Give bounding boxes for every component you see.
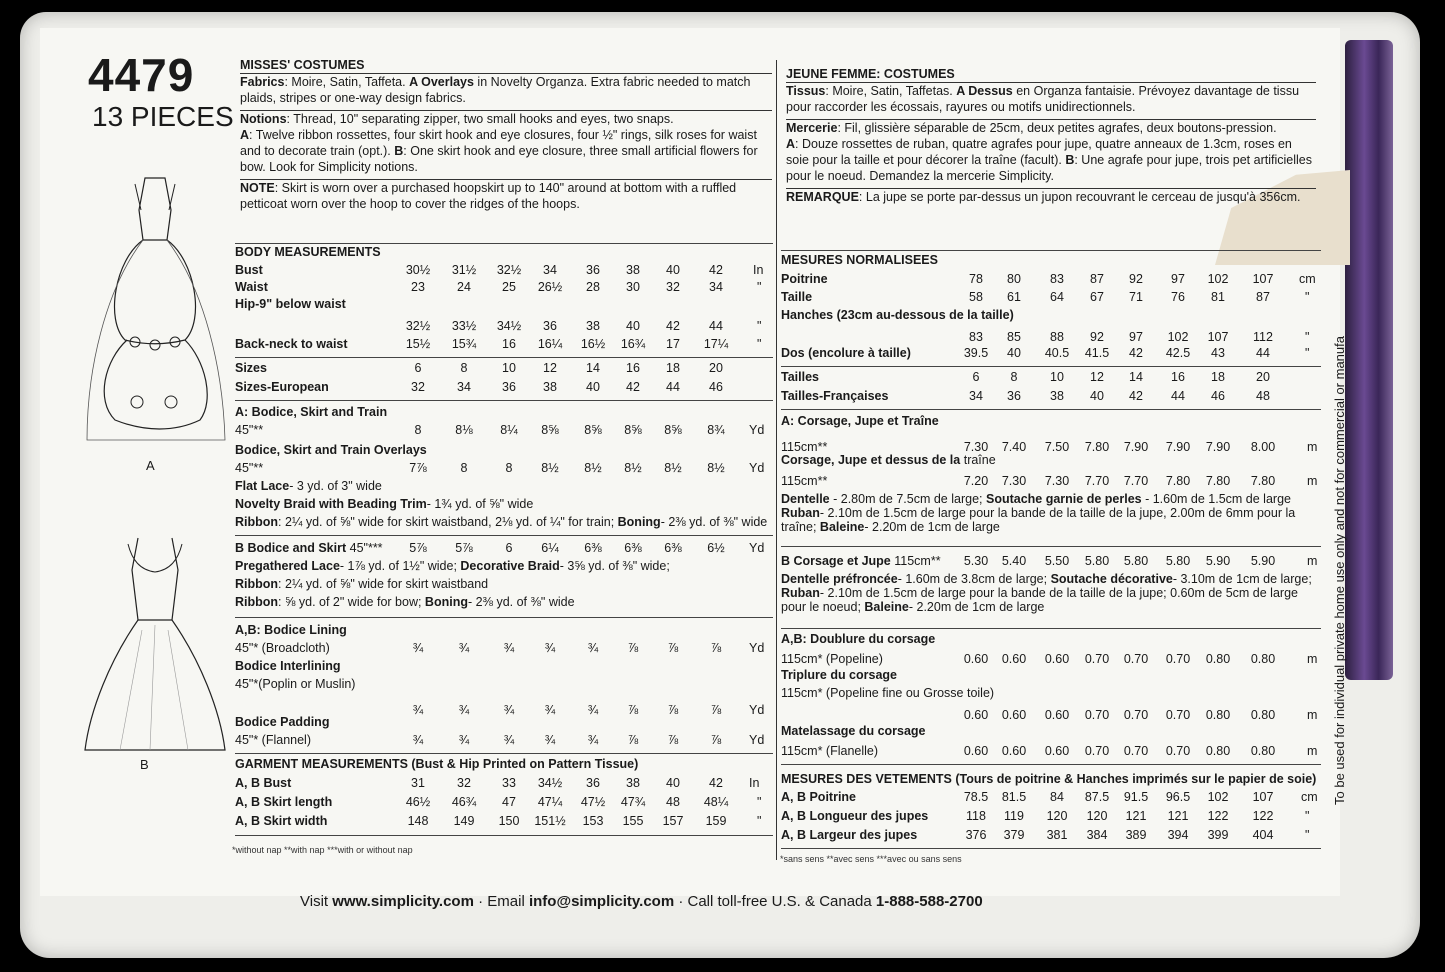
table-cell: 84 (1050, 790, 1064, 804)
table-cell: 394 (1167, 828, 1189, 842)
table-cell: 151½ (534, 814, 566, 828)
table-cell: 5.80 (1084, 554, 1110, 568)
table-cell: 38 (626, 776, 640, 790)
table-cell: 150 (498, 814, 520, 828)
table-cell: 112 (1253, 330, 1273, 344)
table-cell: 25 (502, 280, 516, 294)
table-cell: 46 (1211, 389, 1225, 403)
table-cell: 5.90 (1205, 554, 1231, 568)
view-b-illustration (80, 530, 230, 760)
table-cell: 7.80 (1250, 474, 1276, 488)
table-cell: 32½ (496, 263, 522, 277)
table-cell: 6½ (707, 541, 725, 555)
table-cell: 81.5 (1001, 790, 1027, 804)
table-cell: 7⅞ (409, 461, 427, 475)
table-cell: 107 (1252, 272, 1274, 286)
table-cell: 47¾ (620, 795, 646, 809)
fr-footnote: *sans sens **avec sens ***avec ou sans sens (780, 854, 962, 864)
table-cell: ¾ (503, 703, 515, 717)
table-cell: 0.60 (1044, 652, 1070, 666)
fr-garment-title: MESURES DES VETEMENTS (Tours de poitrine & Hanches imprimés sur le papier de soie) (781, 772, 1317, 786)
table-cell: 0.60 (1044, 708, 1070, 722)
table-cell: 38 (1050, 389, 1064, 403)
pattern-pieces: 13 PIECES (92, 101, 234, 132)
table-cell: 14 (586, 361, 600, 375)
table-cell: 38 (626, 263, 640, 277)
en-garment-title: GARMENT MEASUREMENTS (Bust & Hip Printed on Pattern Tissue) (235, 757, 639, 771)
table-cell: 18 (666, 361, 680, 375)
table-cell: 16 (626, 361, 640, 375)
view-a-label: A (146, 458, 155, 473)
view-b-label: B (140, 757, 149, 772)
contact-footer: Visit www.simplicity.com · Email info@simplicity.com · Call toll-free U.S. & Canada 1-888-588-2700 (300, 893, 983, 910)
table-cell: 8 (460, 461, 468, 475)
table-cell: 8⅝ (541, 423, 559, 437)
table-cell: 0.80 (1205, 708, 1231, 722)
table-cell: 81 (1211, 290, 1225, 304)
table-cell: ¾ (458, 641, 470, 655)
en-note: NOTE: Skirt is worn over a purchased hoopskirt up to 140" around at bottom with a ruffled petticoat worn over the hoop to cover the ridges of the hoops. (240, 181, 737, 211)
table-cell: 92 (1129, 272, 1143, 286)
table-cell: 47½ (580, 795, 606, 809)
table-cell: 31½ (451, 263, 477, 277)
table-cell: 26½ (537, 280, 563, 294)
table-cell: 107 (1207, 330, 1229, 344)
fr-mercerie: Mercerie: Fil, glissière séparable de 25cm, deux petites agrafes, deux boutons-pression. A: Douze rossettes de ruban, quatre agrafes pour jupe, quatre anneaux de 1.3cm, roses en soie pour la taille et pour décorer la traîne (facult). B: Une agrafe pour jupe, trois pet artificielles pour le noeud. Demandez la mercerie Simplicity. (786, 121, 1312, 183)
table-cell: 40 (1007, 346, 1021, 360)
table-cell: 87 (1256, 290, 1270, 304)
table-cell: 34 (457, 380, 471, 394)
table-cell: ⅞ (667, 641, 679, 655)
table-cell: 42 (709, 776, 723, 790)
table-cell: 76 (1171, 290, 1185, 304)
table-cell: 384 (1086, 828, 1108, 842)
table-cell: 40 (666, 776, 680, 790)
table-cell: 6⅜ (584, 541, 602, 555)
table-cell: 43 (1211, 346, 1225, 360)
table-cell: 32 (457, 776, 471, 790)
en-title: MISSES' COSTUMES (240, 58, 365, 72)
table-cell: 8½ (664, 461, 682, 475)
table-cell: 149 (453, 814, 475, 828)
table-cell: 0.80 (1250, 652, 1276, 666)
fr-tripl-title: Triplure du corsage (781, 668, 898, 682)
table-cell: 38 (586, 319, 600, 333)
table-cell: 88 (1050, 330, 1064, 344)
table-cell: 8 (460, 361, 468, 375)
table-cell: 0.60 (1001, 708, 1027, 722)
table-cell: 40.5 (1044, 346, 1070, 360)
table-cell: ¾ (544, 733, 556, 747)
table-cell: 96.5 (1165, 790, 1191, 804)
table-cell: ¾ (503, 733, 515, 747)
table-cell: 7.80 (1165, 474, 1191, 488)
table-cell: 42 (1129, 389, 1143, 403)
fr-mat-title: Matelassage du corsage (781, 724, 926, 738)
table-cell: 7.20 (963, 474, 989, 488)
table-cell: 6 (972, 370, 980, 384)
english-column (240, 57, 772, 212)
fr-remarque: REMARQUE: La jupe se porte par-dessus un jupon recouvrant le cerceau de jusqu'à 356cm. (786, 190, 1301, 204)
table-cell: 34½ (537, 776, 563, 790)
table-cell: 34 (709, 280, 723, 294)
table-cell: 47¼ (537, 795, 563, 809)
french-column (786, 66, 1316, 205)
table-cell: ¾ (587, 703, 599, 717)
table-cell: 48 (1256, 389, 1270, 403)
table-cell: 20 (709, 361, 723, 375)
table-cell: ¾ (587, 641, 599, 655)
table-cell: 33 (502, 776, 516, 790)
table-cell: 102 (1207, 790, 1229, 804)
fr-doublure-title: A,B: Doublure du corsage (781, 632, 936, 646)
table-cell: 7.50 (1044, 440, 1070, 454)
table-cell: 36 (502, 380, 516, 394)
table-cell: 0.60 (963, 708, 989, 722)
table-cell: ⅞ (627, 703, 639, 717)
table-cell: 17 (666, 337, 680, 351)
table-cell: 83 (1050, 272, 1064, 286)
table-cell: 16 (1171, 370, 1185, 384)
table-cell: 6⅜ (664, 541, 682, 555)
table-cell: 0.80 (1205, 744, 1231, 758)
table-cell: 38 (543, 380, 557, 394)
table-cell: 404 (1252, 828, 1274, 842)
fr-a2-title: Corsage, Jupe et dessus de la traîne (781, 453, 996, 467)
table-cell: 7.90 (1165, 440, 1191, 454)
table-cell: 10 (502, 361, 516, 375)
table-cell: ⅞ (710, 733, 722, 747)
table-cell: 46¾ (451, 795, 477, 809)
table-cell: ⅞ (667, 703, 679, 717)
table-cell: 8½ (707, 461, 725, 475)
table-cell: 5⅞ (455, 541, 473, 555)
fr-tissus: Tissus: Moire, Satin, Taffetas. A Dessus en Organza fantaisie. Prévoyez davantage de tissu pour raccorder les écossais, rayures ou motifs unidirectionnels. (786, 84, 1300, 114)
table-cell: 44 (666, 380, 680, 394)
table-cell: 46½ (405, 795, 431, 809)
table-cell: 5.80 (1165, 554, 1191, 568)
table-cell: 64 (1050, 290, 1064, 304)
table-cell: 379 (1003, 828, 1025, 842)
table-cell: 83 (969, 330, 983, 344)
table-cell: 8 (505, 461, 513, 475)
table-cell: 0.60 (1001, 744, 1027, 758)
table-cell: 92 (1090, 330, 1104, 344)
table-cell: 0.70 (1123, 708, 1149, 722)
table-cell: 6¼ (541, 541, 559, 555)
table-cell: 61 (1007, 290, 1021, 304)
table-cell: 39.5 (963, 346, 989, 360)
en-notions: Notions: Thread, 10" separating zipper, two small hooks and eyes, two snaps. A: Twelve ribbon rossettes, four skirt hook and eye closures, four ½" rings, silk roses for waist and to decorate train (opt.). B: One skirt hook and eye closure, three small artificial flowers for bow. Look for Simplicity notions. (240, 112, 758, 174)
en-body-title: BODY MEASUREMENTS (235, 245, 381, 259)
table-cell: 0.80 (1250, 708, 1276, 722)
table-cell: 91.5 (1123, 790, 1149, 804)
table-cell: ¾ (458, 703, 470, 717)
table-cell: 381 (1046, 828, 1068, 842)
table-cell: 7.30 (1044, 474, 1070, 488)
table-cell: 376 (965, 828, 987, 842)
table-cell: 42 (709, 263, 723, 277)
fr-title: JEUNE FEMME: COSTUMES (786, 67, 955, 81)
table-cell: 122 (1207, 809, 1229, 823)
table-cell: 8.00 (1250, 440, 1276, 454)
table-cell: 36 (543, 319, 557, 333)
table-cell: 17¼ (703, 337, 729, 351)
table-cell: 42 (666, 319, 680, 333)
table-cell: 34 (969, 389, 983, 403)
table-cell: 97 (1171, 272, 1185, 286)
en-footnote: *without nap **with nap ***with or without nap (232, 845, 413, 855)
table-cell: 36 (586, 263, 600, 277)
table-cell: 0.60 (963, 652, 989, 666)
fr-body-title: MESURES NORMALISEES (781, 253, 938, 267)
table-cell: 16½ (580, 337, 606, 351)
table-cell: 120 (1046, 809, 1068, 823)
table-cell: 8½ (541, 461, 559, 475)
table-cell: 0.60 (1001, 652, 1027, 666)
table-cell: 48 (666, 795, 680, 809)
french-measurement-table: MESURES NORMALISEES Poitrine 78 80 83 87 92 97 102 107 cm Taille 58 61 64 67 71 76 81 87 " Hanches (23cm au-dessous de la taille) 83 85 88 92 97 102 107 112 " Dos (encolure à taille) 39.5 40 40.5 41.5 42 42.5 43 44 " Tailles 6 8 10 12 14 16 18 20 Tailles-Françaises 34 36 38 40 42 44 46 48 A: Corsage, Jupe et Traîne 115cm** 7.30 7.40 7.50 7.80 7.90 7.90 7.90 8.00 m Corsage, Jupe et dessus de la traîne 115cm** 7.20 7.30 7.30 7.70 7.70 7.80 7.80 7.80 m Dentelle - 2.80m de 7.5cm de large; Soutache garnie de perles - 1.60m de 1.5cm de large Ruban- 2.10m de 1.5cm de large pour la bande de la taille de la jupe, 2.00m de 6mm pour la traîne; Baleine- 2.20m de 1cm de large B Corsage et Jupe 115cm** 5.30 5.40 5.50 5.80 5.80 5.80 5.90 5.90 m Dentelle préfroncée- 1.60m de 3.8cm de large; Soutache décorative- 3.10m de 1cm de large; Ruban- 2.10m de 1.5cm de large pour la bande de la taille de la jupe; 0.60m de 5cm de large pour le noeud; Baleine- 2.20m de 1cm de large A,B: Doublure du corsage 115cm* (Popeline) 0.60 0.60 0.60 0.70 0.70 0.70 0.80 0.80 m Triplure du corsage 115cm* (Popeline fine ou Grosse toile) 0.60 0.60 0.60 0.70 0.70 0.70 0.80 0.80 m Matelassage du corsage 115cm* (Flanelle) 0.60 0.60 0.60 0.70 0.70 0.70 0.80 0.80 m MESURES DES VETEMENTS (Tours de poitrine & Hanches imprimés sur le papier de soie) A, B Poitrine 78.5 81.5 84 87.5 91.5 96.5 102 107 cm A, B Longueur des jupes 118 119 120 120 121 121 122 122 " A, B Largeur des jupes 376 379 381 384 389 394 399 404 " (781, 250, 1321, 870)
table-cell: ⅞ (627, 641, 639, 655)
view-a-illustration (75, 170, 235, 460)
en-lining-title: A,B: Bodice Lining (235, 623, 347, 637)
table-cell: ¾ (412, 641, 424, 655)
purple-fabric-edge (1345, 40, 1393, 680)
table-cell: ¾ (503, 641, 515, 655)
table-cell: 42 (626, 380, 640, 394)
table-cell: ¾ (544, 703, 556, 717)
table-cell: ¾ (587, 733, 599, 747)
table-cell: 8⅝ (664, 423, 682, 437)
english-measurement-table: BODY MEASUREMENTS Bust 30½ 31½ 32½ 34 36 38 40 42 In Waist 23 24 25 26½ 28 30 32 34 " Hip-9" below waist 32½ 33½ 34½ 36 38 40 42 44 " Back-neck to waist 15½ 15¾ 16 16¼ 16½ 16¾ 17 17¼ " Sizes 6 8 10 12 14 16 18 20 Sizes-European 32 34 36 38 40 42 44 46 A: Bodice, Skirt and Train 45"** 8 8⅛ 8¼ 8⅝ 8⅝ 8⅝ 8⅝ 8¾ Yd Bodice, Skirt and Train Overlays 45"** 7⅞ 8 8 8½ 8½ 8½ 8½ 8½ Yd Flat Lace- 3 yd. of 3" wide Novelty Braid with Beading Trim- 1¾ yd. of ⅝" wide Ribbon: 2¼ yd. of ⅝" wide for skirt waistband, 2⅛ yd. of ¼" for train; Boning- 2⅜ yd. of ⅜" wide B Bodice and Skirt 45"*** 5⅞ 5⅞ 6 6¼ 6⅜ 6⅜ 6⅜ 6½ Yd Pregathered Lace- 1⅞ yd. of 1½" wide; Decorative Braid- 3⅝ yd. of ⅜" wide; Ribbon: 2¼ yd. of ⅝" wide for skirt waistband Ribbon: ⅝ yd. of 2" wide for bow; Boning- 2⅜ yd. of ⅜" wide A,B: Bodice Lining 45"* (Broadcloth) ¾ ¾ ¾ ¾ ¾ ⅞ ⅞ ⅞ Yd Bodice Interlining 45"*(Poplin or Muslin) ¾ ¾ ¾ ¾ ¾ ⅞ ⅞ ⅞ Yd Bodice Padding 45"* (Flannel) ¾ ¾ ¾ ¾ ¾ ⅞ ⅞ ⅞ Yd GARMENT MEASUREMENTS (Bust & Hip Printed on Pattern Tissue) A, B Bust 31 32 33 34½ 36 38 40 42 In A, B Skirt length 46½ 46¾ 47 47¼ 47½ 47¾ 48 48¼ " A, B Skirt width 148 149 150 151½ 153 155 157 159 " (235, 243, 773, 863)
table-cell: 7.90 (1123, 440, 1149, 454)
table-cell: 5.50 (1044, 554, 1070, 568)
table-cell: 7.80 (1084, 440, 1110, 454)
table-cell: 16¾ (620, 337, 646, 351)
table-cell: 32 (666, 280, 680, 294)
table-cell: 40 (586, 380, 600, 394)
table-cell: 7.90 (1205, 440, 1231, 454)
table-cell: 85 (1007, 330, 1021, 344)
table-cell: 5.40 (1001, 554, 1027, 568)
table-cell: 7.70 (1123, 474, 1149, 488)
table-cell: 0.80 (1205, 652, 1231, 666)
table-cell: 8 (414, 423, 422, 437)
table-cell: 78 (969, 272, 983, 286)
table-cell: 30 (626, 280, 640, 294)
table-cell: 12 (1090, 370, 1104, 384)
table-cell: 48¼ (703, 795, 729, 809)
table-cell: 0.60 (963, 744, 989, 758)
table-cell: ⅞ (710, 641, 722, 655)
table-cell: 42 (1129, 346, 1143, 360)
table-cell: 8⅛ (455, 423, 473, 437)
table-cell: 16¼ (537, 337, 563, 351)
table-cell: 102 (1207, 272, 1229, 286)
table-cell: 157 (662, 814, 684, 828)
table-cell: 6⅜ (624, 541, 642, 555)
en-interlining-width: 45"*(Poplin or Muslin) (235, 677, 356, 691)
table-cell: 7.40 (1001, 440, 1027, 454)
table-cell: 8 (1010, 370, 1018, 384)
en-padding-title: Bodice Padding (235, 715, 330, 729)
table-cell: 15½ (405, 337, 431, 351)
table-cell: 44 (1256, 346, 1270, 360)
pattern-number: 4479 (88, 49, 195, 101)
table-cell: 121 (1167, 809, 1189, 823)
table-cell: 102 (1167, 330, 1189, 344)
table-cell: 42.5 (1165, 346, 1191, 360)
table-cell: 71 (1129, 290, 1143, 304)
table-cell: 0.70 (1165, 708, 1191, 722)
table-cell: ¾ (412, 703, 424, 717)
fr-tripl-width: 115cm* (Popeline fine ou Grosse toile) (781, 686, 995, 700)
email-link[interactable]: info@simplicity.com (528, 893, 675, 910)
table-cell: 5.90 (1250, 554, 1276, 568)
table-cell: 30½ (405, 263, 431, 277)
table-cell: 32½ (405, 319, 431, 333)
table-cell: 31 (411, 776, 425, 790)
table-cell: 10 (1050, 370, 1064, 384)
usage-side-note: To be used for individual private home use only and not for commercial or manufa (1332, 336, 1347, 805)
table-cell: ¾ (458, 733, 470, 747)
table-cell: 12 (543, 361, 557, 375)
table-cell: 40 (626, 319, 640, 333)
table-cell: 8⅝ (624, 423, 642, 437)
table-cell: 16 (502, 337, 516, 351)
table-cell: 5.30 (963, 554, 989, 568)
table-cell: 122 (1252, 809, 1274, 823)
website-link[interactable]: www.simplicity.com (332, 893, 474, 910)
table-cell: 5.80 (1123, 554, 1149, 568)
phone-number: 1-888-588-2700 (875, 893, 983, 910)
table-cell: 107 (1252, 790, 1274, 804)
fr-a-title: A: Corsage, Jupe et Traîne (781, 414, 939, 428)
table-cell: 7.30 (963, 440, 989, 454)
table-cell: 119 (1004, 809, 1024, 823)
table-cell: 34½ (496, 319, 522, 333)
en-a-title: A: Bodice, Skirt and Train (235, 405, 388, 419)
table-cell: 8⅝ (584, 423, 602, 437)
table-cell: 148 (407, 814, 429, 828)
table-cell: 33½ (451, 319, 477, 333)
table-cell: 18 (1211, 370, 1225, 384)
table-cell: ⅞ (667, 733, 679, 747)
table-cell: 6 (505, 541, 513, 555)
table-cell: ⅞ (627, 733, 639, 747)
table-cell: 40 (666, 263, 680, 277)
table-cell: 0.70 (1165, 744, 1191, 758)
table-cell: 28 (586, 280, 600, 294)
table-cell: 8½ (624, 461, 642, 475)
table-cell: 0.70 (1165, 652, 1191, 666)
table-cell: 87.5 (1084, 790, 1110, 804)
table-cell: 80 (1007, 272, 1021, 286)
table-cell: 34 (543, 263, 557, 277)
table-cell: 32 (411, 380, 425, 394)
table-cell: 78.5 (963, 790, 989, 804)
table-cell: 36 (1007, 389, 1021, 403)
table-cell: ⅞ (710, 703, 722, 717)
table-cell: 0.70 (1084, 744, 1110, 758)
table-cell: 47 (502, 795, 516, 809)
table-cell: 15¾ (451, 337, 477, 351)
table-cell: 97 (1129, 330, 1143, 344)
table-cell: 0.60 (1044, 744, 1070, 758)
table-cell: 0.70 (1084, 708, 1110, 722)
table-cell: 8¼ (500, 423, 518, 437)
table-cell: 46 (709, 380, 723, 394)
table-cell: 44 (709, 319, 723, 333)
table-cell: 24 (457, 280, 471, 294)
table-cell: 41.5 (1084, 346, 1110, 360)
table-cell: 0.70 (1123, 744, 1149, 758)
table-cell: 0.80 (1250, 744, 1276, 758)
table-cell: 40 (1090, 389, 1104, 403)
en-interlining-title: Bodice Interlining (235, 659, 341, 673)
table-cell: 23 (411, 280, 425, 294)
table-cell: 118 (966, 809, 986, 823)
table-cell: 6 (414, 361, 422, 375)
table-cell: 7.80 (1205, 474, 1231, 488)
table-cell: 5⅞ (409, 541, 427, 555)
table-cell: 8½ (584, 461, 602, 475)
table-cell: 389 (1125, 828, 1147, 842)
table-cell: 8¾ (707, 423, 725, 437)
table-cell: 36 (586, 776, 600, 790)
table-cell: 399 (1207, 828, 1229, 842)
table-cell: ¾ (412, 733, 424, 747)
table-cell: 121 (1125, 809, 1147, 823)
table-cell: 120 (1086, 809, 1108, 823)
table-cell: 44 (1171, 389, 1185, 403)
column-divider (776, 60, 777, 860)
table-cell: 67 (1090, 290, 1104, 304)
table-cell: 58 (969, 290, 983, 304)
table-cell: ¾ (544, 641, 556, 655)
table-cell: 7.30 (1001, 474, 1027, 488)
table-cell: 7.70 (1084, 474, 1110, 488)
table-cell: 20 (1256, 370, 1270, 384)
table-cell: 155 (622, 814, 644, 828)
table-cell: 153 (582, 814, 604, 828)
en-a2-title: Bodice, Skirt and Train Overlays (235, 443, 427, 457)
en-fabrics: Fabrics: Moire, Satin, Taffeta. A Overlays in Novelty Organza. Extra fabric needed to match plaids, stripes or one-way design fabrics. (240, 75, 751, 105)
table-cell: 14 (1129, 370, 1143, 384)
table-cell: 159 (705, 814, 727, 828)
table-cell: 0.70 (1123, 652, 1149, 666)
table-cell: 0.70 (1084, 652, 1110, 666)
table-cell: 87 (1090, 272, 1104, 286)
